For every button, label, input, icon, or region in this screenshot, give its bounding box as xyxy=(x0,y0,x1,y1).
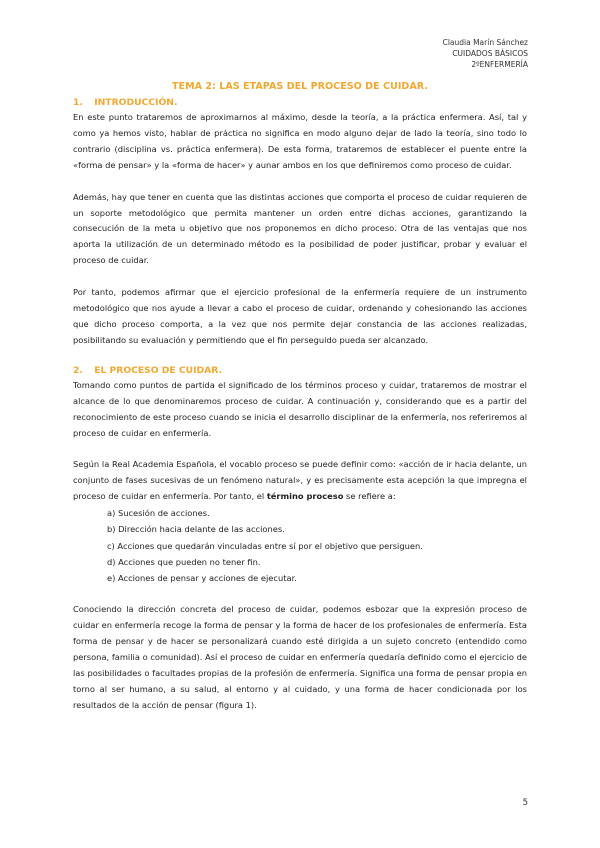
header-year: 2ºENFERMERÍA xyxy=(471,60,528,69)
paragraph: En este punto trataremos de aproximarnos al máximo, desde la teoría, a la práctica enfermera. Así, tal y como ya hemos visto, hablar de práctica no significa en modo alguno dejar de lado la teoría, sino todo lo contrario (disciplina vs. práctica enfermera). De esta forma, trataremos de establecer el puente entre la «forma de pensar» y la «forma de hacer» y aunar ambos en los que definiremos como proceso de cuidar. xyxy=(73,112,527,170)
section-title: EL PROCESO DE CUIDAR. xyxy=(94,364,222,376)
section-number: 1. xyxy=(73,97,83,108)
paragraph-text: Según la Real Academia Española, el vocablo proceso se puede definir como: «acción de ir hacia delante, un conjunto de fases sucesivas de un fenómeno natural», y es precisamente esta acepción la que impregna el proceso de cuidar en enfermería. Por tanto, el xyxy=(73,459,527,502)
list-item: e) Acciones de pensar y acciones de ejecutar. xyxy=(107,572,297,583)
paragraph: Además, hay que tener en cuenta que las distintas acciones que comporta el proceso de cuidar requieren de un soporte metodológico que permita mantener un orden entre dichas acciones, garantizando la consecución de la meta u objetivo que nos proponemos en dicho proceso. Otra de las ventajas que nos aporta la utilización de un determinado método es la posibilidad de poder justificar, probar y evaluar el proceso de cuidar. xyxy=(73,191,527,266)
document-title: TEMA 2: LAS ETAPAS DEL PROCESO DE CUIDAR. xyxy=(171,81,429,92)
paragraph-text: se refiere a: xyxy=(343,491,396,502)
list-item: b) Dirección hacia delante de las acciones. xyxy=(107,524,285,535)
list-item: c) Acciones que quedarán vinculadas entre sí por el objetivo que persiguen. xyxy=(107,540,423,551)
list-item: d) Acciones que pueden no tener fin. xyxy=(107,556,261,567)
paragraph xyxy=(73,457,527,505)
paragraph: Conociendo la dirección concreta del proceso de cuidar, podemos esbozar que la expresión proceso de cuidar en enfermería recoge la forma de pensar y la forma de hacer de los profesionales de enfermería. Esta forma de pensar y de hacer se personalizará cuando esté dirigida a un sujeto concreto (entendido como persona, familia o comunidad). Así el proceso de cuidar en enfermería quedaría definido como el ejercicio de las posibilidades o facultades propias de la profesión de enfermería. Significa una forma de pensar propia en torno al ser humano, a su salud, al entorno y al cuidado, y una forma de hacer condicionada por los resultados de la acción de pensar (figura 1). xyxy=(73,604,527,710)
page-header xyxy=(443,37,528,70)
paragraph: Tomando como puntos de partida el significado de los términos proceso y cuidar, trataremos de mostrar el alcance de lo que denominaremos proceso de cuidar. A continuación y, considerando que es a partir del reconocimiento de este proceso cuando se inicia el desarrollo disciplinar de la enfermería, nos referiremos al proceso de cuidar en enfermería. xyxy=(73,379,527,438)
section-number: 2. xyxy=(73,364,83,376)
section-heading-proceso-de-cuidar xyxy=(73,365,527,376)
section-heading-introduccion xyxy=(73,97,527,108)
definition-list xyxy=(107,505,527,586)
list-item: a) Sucesión de acciones. xyxy=(107,508,210,519)
bold-term: término proceso xyxy=(266,491,344,502)
document-body xyxy=(73,81,527,713)
paragraph: Por tanto, podemos afirmar que el ejercicio profesional de la enfermería requiere de un instrumento metodológico que nos ayude a llevar a cabo el proceso de cuidar, ordenando y cohesionando las acciones que dicho proceso comporta, a la vez que nos permite dejar constancia de las acciones realizadas, posibilitando su evaluación y permitiendo que el fin perseguido pueda ser alcanzado. xyxy=(73,287,527,345)
header-author: Claudia Marín Sánchez xyxy=(442,38,528,47)
header-course: CUIDADOS BÁSICOS xyxy=(452,49,528,58)
section-title: INTRODUCCIÓN. xyxy=(94,97,178,108)
page-number: 5 xyxy=(522,798,528,808)
